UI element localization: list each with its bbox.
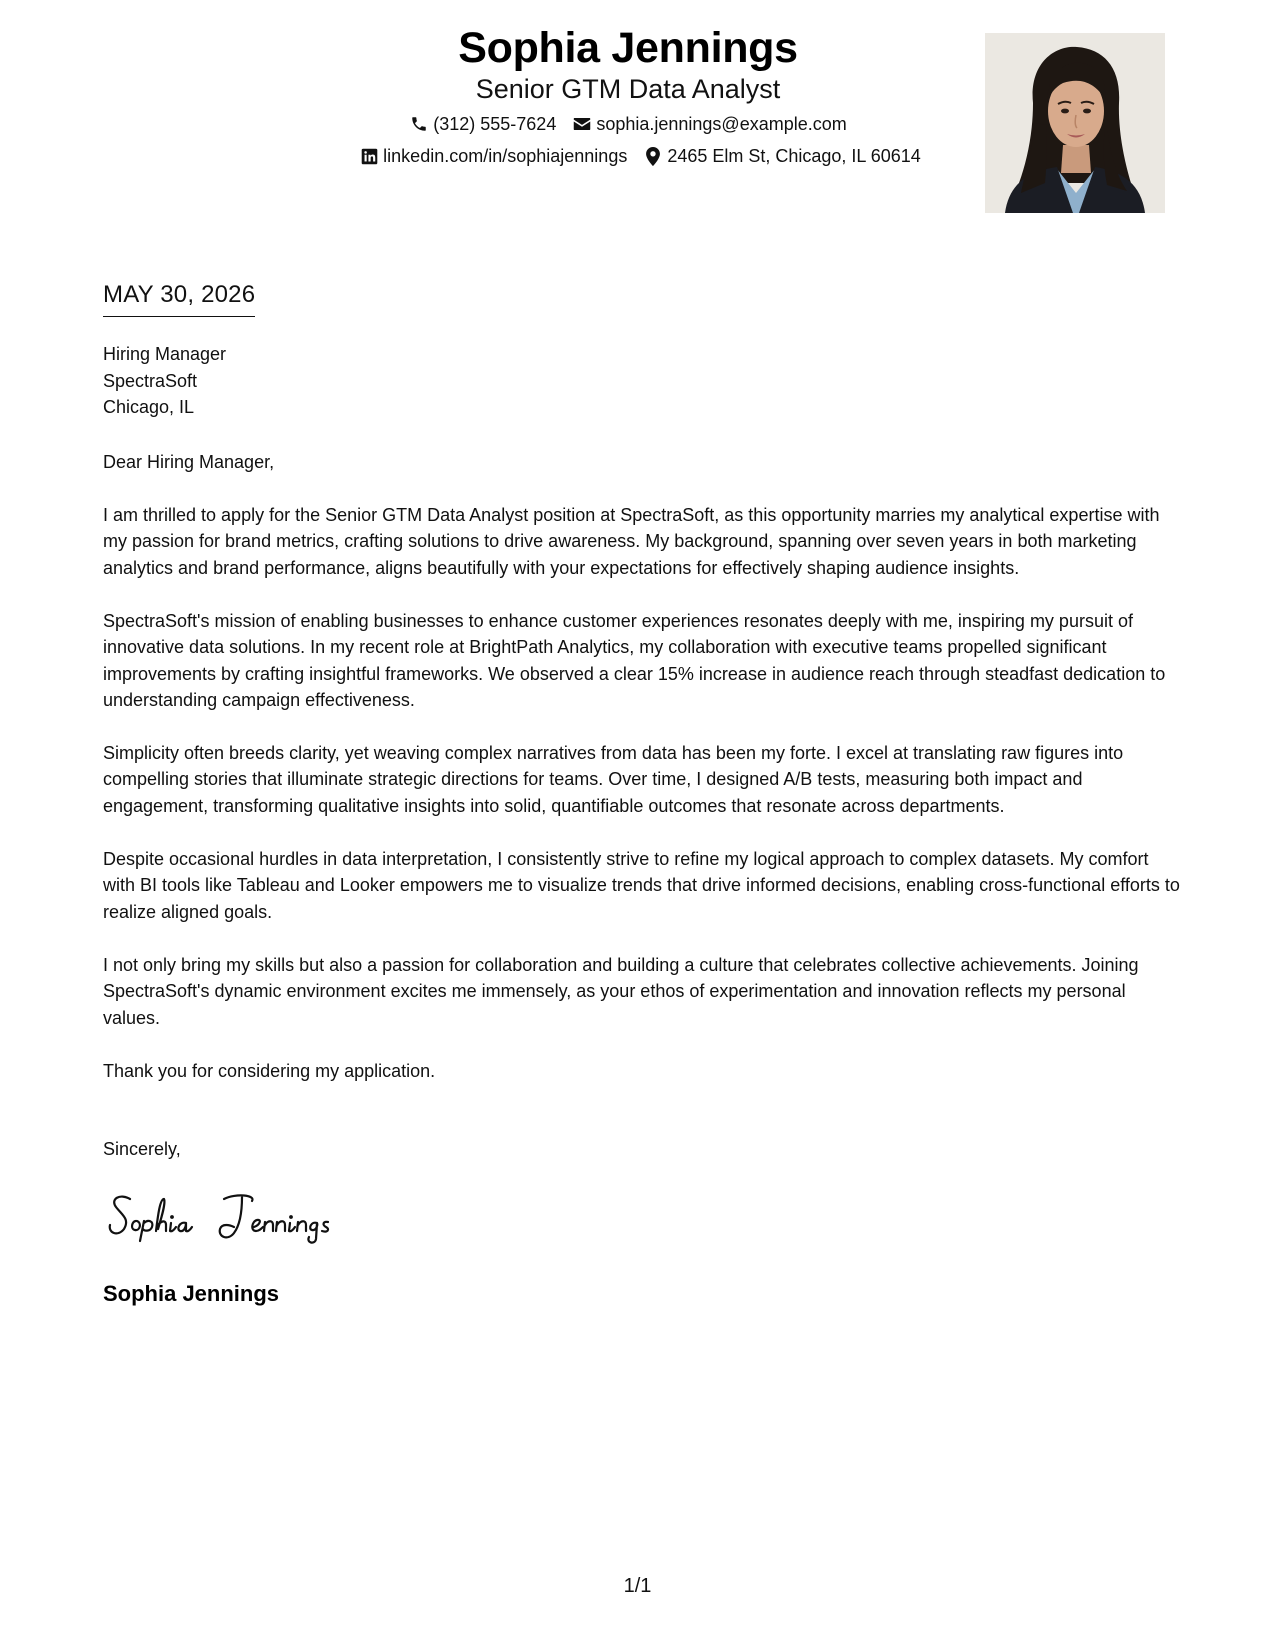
closing-line: Thank you for considering my application. xyxy=(103,1061,436,1081)
body-paragraph: SpectraSoft's mission of enabling businesses to enhance customer experiences resonates deeply with me, inspiring my pursuit of innovative data solutions. In my recent role at BrightPath Analytics, my collaboration with executive teams propelled significant improvements by crafting insightful frameworks. We observed a clear 15% increase in audience reach through steadfast dedication to understanding campaign effectiveness. xyxy=(103,611,1166,711)
phone-icon xyxy=(409,114,429,134)
envelope-icon xyxy=(572,114,592,134)
applicant-role: Senior GTM Data Analyst xyxy=(475,74,781,104)
contact-address xyxy=(643,144,921,168)
map-pin-icon xyxy=(643,146,663,166)
letter-date: MAY 30, 2026 xyxy=(103,280,255,317)
recipient-block xyxy=(103,341,226,421)
sign-off: Sincerely, xyxy=(103,1139,181,1159)
applicant-name: Sophia Jennings xyxy=(458,24,798,72)
address-text: 2465 Elm St, Chicago, IL 60614 xyxy=(667,146,921,166)
profile-photo xyxy=(985,33,1165,213)
salutation: Dear Hiring Manager, xyxy=(103,452,275,472)
body-paragraph: Despite occasional hurdles in data interpretation, I consistently strive to refine my logical approach to complex datasets. My comfort with BI tools like Tableau and Looker empowers me to visualize trends that drive informed decisions, enabling cross-functional efforts to realize aligned goals. xyxy=(103,849,1180,922)
linkedin-icon xyxy=(359,146,379,166)
phone-text: (312) 555-7624 xyxy=(433,114,557,134)
body-paragraph: Simplicity often breeds clarity, yet weaving complex narratives from data has been my forte. I excel at translating raw figures into compelling stories that illuminate strategic directions for teams. Over time, I designed A/B tests, measuring both impact and engagement, transforming qualitative insights into solid, quantifiable outcomes that resonate across departments. xyxy=(103,743,1124,816)
signer-name: Sophia Jennings xyxy=(103,1281,280,1306)
contact-email xyxy=(572,112,846,136)
linkedin-text: linkedin.com/in/sophiajennings xyxy=(383,146,628,166)
handwritten-signature xyxy=(106,1185,366,1245)
body-paragraph: I am thrilled to apply for the Senior GTM Data Analyst position at SpectraSoft, as this opportunity marries my analytical expertise with my passion for brand metrics, crafting solutions to drive awareness. My background, spanning over seven years in both marketing analytics and brand performance, aligns beautifully with your expectations for effectively shaping audience insights. xyxy=(103,505,1160,578)
recipient-location: Chicago, IL xyxy=(103,397,195,417)
email-text: sophia.jennings@example.com xyxy=(596,114,847,134)
contact-phone xyxy=(409,112,556,136)
recipient-company: SpectraSoft xyxy=(103,370,198,391)
contact-linkedin xyxy=(359,144,627,168)
page-number: 1/1 xyxy=(623,1575,652,1597)
recipient-title: Hiring Manager xyxy=(103,344,227,364)
body-paragraph: I not only bring my skills but also a passion for collaboration and building a culture that celebrates collective achievements. Joining SpectraSoft's dynamic environment excites me immensely, as your ethos of experimentation and innovation reflects my personal values. xyxy=(103,955,1139,1028)
